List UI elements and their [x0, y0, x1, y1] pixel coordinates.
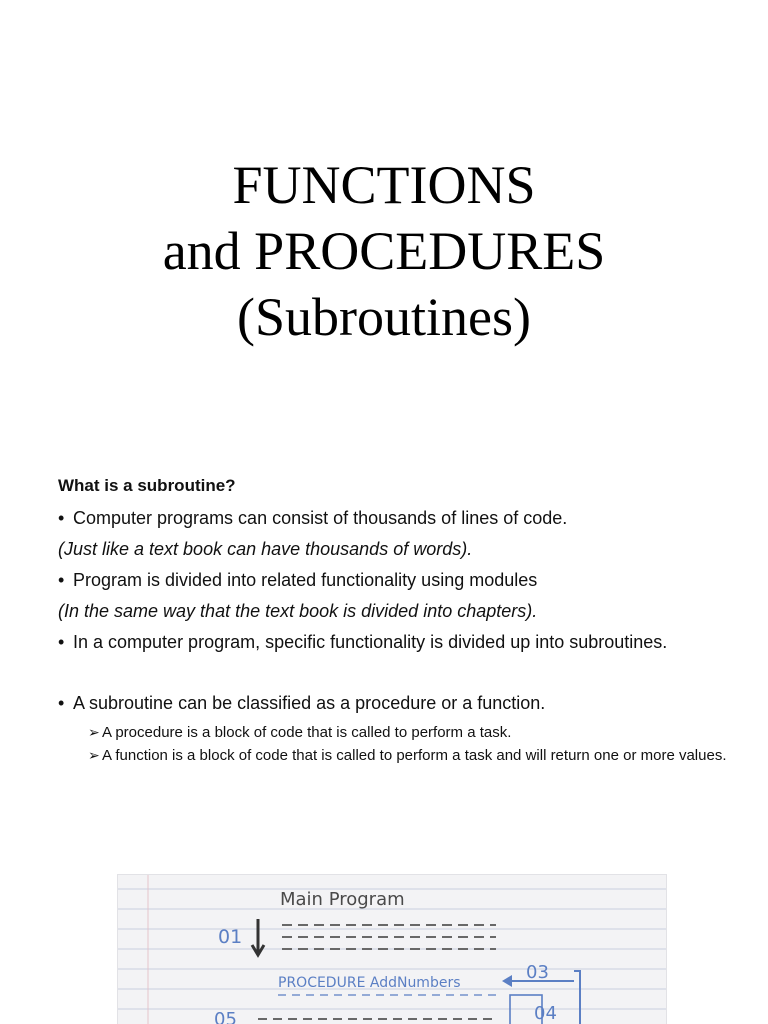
label-05: 05: [214, 1009, 237, 1024]
sub-bullet-item: [58, 722, 738, 743]
label-04: 04: [534, 1003, 557, 1024]
page-title: [0, 152, 768, 350]
bullet-item: [58, 691, 738, 716]
title-line-1: FUNCTIONS: [232, 155, 536, 215]
bullet-dot-icon: •: [58, 632, 65, 652]
bullet-text: In a computer program, specific functionality is divided up into subroutines.: [73, 632, 668, 652]
bullet-dot-icon: •: [58, 508, 65, 528]
bullet-item: [58, 630, 738, 655]
notebook-photo: [117, 874, 667, 1024]
bullet-dot-icon: •: [58, 570, 65, 590]
label-01: 01: [218, 926, 243, 948]
spacer: [58, 661, 738, 691]
sub-bullet-text: A function is a block of code that is called to perform a task and will return one or more values.: [102, 747, 727, 764]
arrow-bullet-icon: ➢: [88, 724, 100, 740]
italic-note: (Just like a text book can have thousands of words).: [58, 539, 473, 559]
bullet-text: A subroutine can be classified as a procedure or a function.: [73, 693, 546, 713]
down-arrow-icon: [252, 919, 264, 955]
arrow-bullet-icon: ➢: [88, 747, 100, 763]
label-03: 03: [526, 962, 549, 983]
bullet-item: [58, 506, 738, 531]
procedure-label: PROCEDURE AddNumbers: [278, 975, 461, 991]
notebook-sketch: [118, 875, 666, 1024]
bullet-item: [58, 568, 738, 593]
title-line-2: and PROCEDURES: [162, 221, 606, 281]
content-block: [58, 472, 738, 768]
bullet-dot-icon: •: [58, 693, 65, 713]
left-arrow-icon: [502, 975, 512, 987]
title-line-3: (Subroutines): [237, 287, 531, 347]
photo-heading: Main Program: [280, 889, 405, 910]
bullet-text: Computer programs can consist of thousands of lines of code.: [73, 508, 568, 528]
bullet-text: Program is divided into related functionality using modules: [73, 570, 538, 590]
section-heading: What is a subroutine?: [58, 476, 236, 495]
sub-bullet-text: A procedure is a block of code that is called to perform a task.: [102, 724, 512, 741]
italic-note: (In the same way that the text book is divided into chapters).: [58, 601, 538, 621]
bracket-line: [574, 971, 580, 1024]
sub-bullet-item: [58, 745, 738, 766]
